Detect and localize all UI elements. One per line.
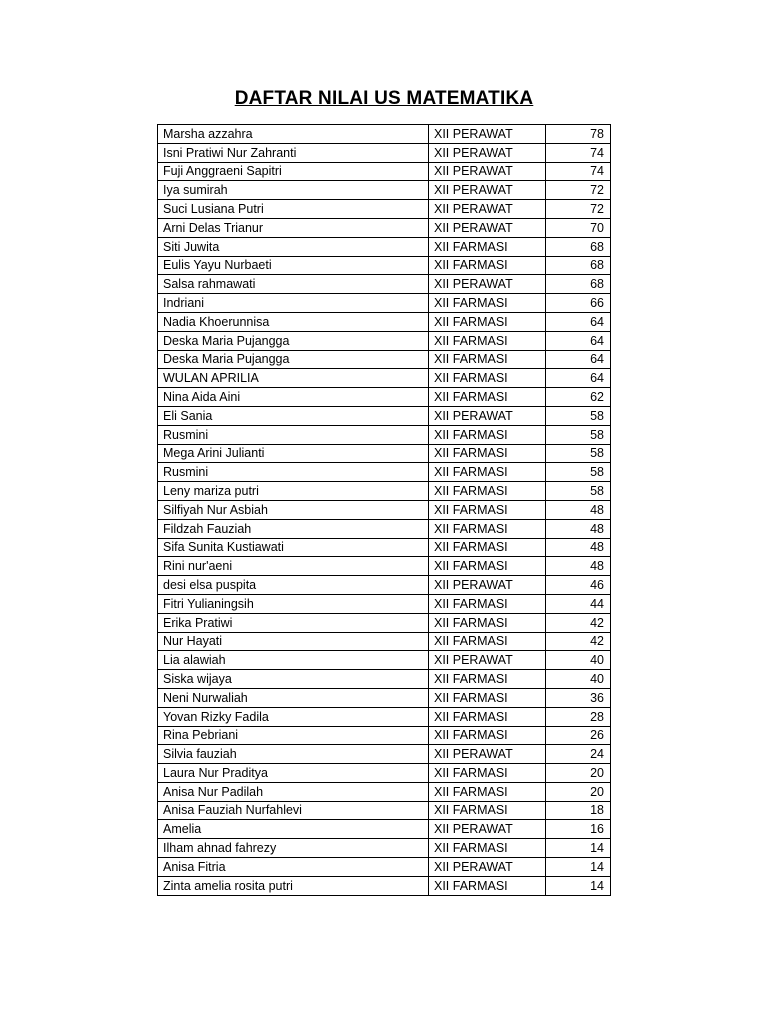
score-cell: 18 <box>546 801 611 820</box>
table-row <box>158 331 611 350</box>
class-cell: XII FARMASI <box>429 463 546 482</box>
class-cell: XII FARMASI <box>429 331 546 350</box>
score-cell: 74 <box>546 143 611 162</box>
table-row <box>158 632 611 651</box>
score-cell: 58 <box>546 463 611 482</box>
score-cell: 46 <box>546 576 611 595</box>
table-row <box>158 463 611 482</box>
student-name-cell: Erika Pratiwi <box>158 613 429 632</box>
table-row <box>158 406 611 425</box>
class-cell: XII PERAWAT <box>429 745 546 764</box>
student-name-cell: Siti Juwita <box>158 237 429 256</box>
table-row <box>158 125 611 144</box>
table-row <box>158 613 611 632</box>
table-row <box>158 820 611 839</box>
table-row <box>158 688 611 707</box>
score-cell: 72 <box>546 200 611 219</box>
class-cell: XII FARMASI <box>429 294 546 313</box>
score-cell: 66 <box>546 294 611 313</box>
class-cell: XII FARMASI <box>429 613 546 632</box>
table-row <box>158 764 611 783</box>
class-cell: XII FARMASI <box>429 369 546 388</box>
student-name-cell: Anisa Fauziah Nurfahlevi <box>158 801 429 820</box>
student-name-cell: Zinta amelia rosita putri <box>158 876 429 895</box>
student-name-cell: Rina Pebriani <box>158 726 429 745</box>
table-row <box>158 839 611 858</box>
student-name-cell: Arni Delas Trianur <box>158 218 429 237</box>
class-cell: XII PERAWAT <box>429 200 546 219</box>
student-name-cell: Neni Nurwaliah <box>158 688 429 707</box>
class-cell: XII FARMASI <box>429 839 546 858</box>
class-cell: XII FARMASI <box>429 444 546 463</box>
student-name-cell: Marsha azzahra <box>158 125 429 144</box>
student-name-cell: Rusmini <box>158 425 429 444</box>
table-row <box>158 444 611 463</box>
score-cell: 48 <box>546 538 611 557</box>
score-cell: 68 <box>546 256 611 275</box>
student-name-cell: Rini nur'aeni <box>158 557 429 576</box>
student-name-cell: Fildzah Fauziah <box>158 519 429 538</box>
table-row <box>158 218 611 237</box>
score-cell: 68 <box>546 275 611 294</box>
table-row <box>158 707 611 726</box>
class-cell: XII FARMASI <box>429 726 546 745</box>
student-name-cell: Nur Hayati <box>158 632 429 651</box>
score-cell: 64 <box>546 350 611 369</box>
student-name-cell: Silvia fauziah <box>158 745 429 764</box>
class-cell: XII FARMASI <box>429 670 546 689</box>
table-row <box>158 294 611 313</box>
student-name-cell: Lia alawiah <box>158 651 429 670</box>
score-cell: 40 <box>546 651 611 670</box>
table-row <box>158 557 611 576</box>
class-cell: XII FARMASI <box>429 350 546 369</box>
class-cell: XII FARMASI <box>429 557 546 576</box>
student-name-cell: Isni Pratiwi Nur Zahranti <box>158 143 429 162</box>
student-name-cell: Nina Aida Aini <box>158 388 429 407</box>
student-name-cell: Laura Nur Praditya <box>158 764 429 783</box>
student-name-cell: Leny mariza putri <box>158 482 429 501</box>
class-cell: XII FARMASI <box>429 425 546 444</box>
table-row <box>158 256 611 275</box>
score-cell: 58 <box>546 406 611 425</box>
table-row <box>158 143 611 162</box>
student-name-cell: Suci Lusiana Putri <box>158 200 429 219</box>
table-row <box>158 594 611 613</box>
score-cell: 48 <box>546 519 611 538</box>
table-row <box>158 200 611 219</box>
score-cell: 14 <box>546 858 611 877</box>
score-cell: 42 <box>546 632 611 651</box>
class-cell: XII FARMASI <box>429 519 546 538</box>
class-cell: XII FARMASI <box>429 764 546 783</box>
score-cell: 72 <box>546 181 611 200</box>
class-cell: XII PERAWAT <box>429 125 546 144</box>
score-cell: 20 <box>546 764 611 783</box>
table-row <box>158 275 611 294</box>
score-cell: 44 <box>546 594 611 613</box>
class-cell: XII FARMASI <box>429 632 546 651</box>
class-cell: XII FARMASI <box>429 538 546 557</box>
table-row <box>158 670 611 689</box>
score-cell: 16 <box>546 820 611 839</box>
table-row <box>158 237 611 256</box>
student-name-cell: Nadia Khoerunnisa <box>158 312 429 331</box>
class-cell: XII FARMASI <box>429 876 546 895</box>
score-cell: 26 <box>546 726 611 745</box>
table-row <box>158 482 611 501</box>
table-row <box>158 745 611 764</box>
score-cell: 36 <box>546 688 611 707</box>
score-cell: 48 <box>546 500 611 519</box>
class-cell: XII FARMASI <box>429 688 546 707</box>
score-cell: 58 <box>546 482 611 501</box>
student-name-cell: Rusmini <box>158 463 429 482</box>
table-row <box>158 500 611 519</box>
table-row <box>158 801 611 820</box>
score-cell: 78 <box>546 125 611 144</box>
class-cell: XII PERAWAT <box>429 218 546 237</box>
class-cell: XII PERAWAT <box>429 820 546 839</box>
table-row <box>158 181 611 200</box>
table-row <box>158 388 611 407</box>
class-cell: XII PERAWAT <box>429 275 546 294</box>
score-cell: 20 <box>546 782 611 801</box>
class-cell: XII FARMASI <box>429 256 546 275</box>
student-name-cell: Anisa Fitria <box>158 858 429 877</box>
table-row <box>158 782 611 801</box>
score-cell: 14 <box>546 839 611 858</box>
class-cell: XII PERAWAT <box>429 162 546 181</box>
score-cell: 62 <box>546 388 611 407</box>
score-cell: 40 <box>546 670 611 689</box>
score-cell: 64 <box>546 312 611 331</box>
score-cell: 24 <box>546 745 611 764</box>
table-row <box>158 538 611 557</box>
student-name-cell: Deska Maria Pujangga <box>158 350 429 369</box>
table-row <box>158 876 611 895</box>
score-cell: 64 <box>546 331 611 350</box>
student-name-cell: Salsa rahmawati <box>158 275 429 294</box>
score-cell: 68 <box>546 237 611 256</box>
table-row <box>158 519 611 538</box>
student-name-cell: Fuji Anggraeni Sapitri <box>158 162 429 181</box>
table-row <box>158 425 611 444</box>
class-cell: XII FARMASI <box>429 594 546 613</box>
table-row <box>158 726 611 745</box>
class-cell: XII PERAWAT <box>429 406 546 425</box>
student-name-cell: WULAN APRILIA <box>158 369 429 388</box>
student-name-cell: Amelia <box>158 820 429 839</box>
student-name-cell: Sifa Sunita Kustiawati <box>158 538 429 557</box>
score-cell: 58 <box>546 425 611 444</box>
table-row <box>158 651 611 670</box>
class-cell: XII FARMASI <box>429 237 546 256</box>
class-cell: XII FARMASI <box>429 801 546 820</box>
student-name-cell: Fitri Yulianingsih <box>158 594 429 613</box>
class-cell: XII PERAWAT <box>429 576 546 595</box>
table-row <box>158 858 611 877</box>
class-cell: XII PERAWAT <box>429 858 546 877</box>
score-cell: 42 <box>546 613 611 632</box>
grades-table <box>157 124 611 896</box>
score-cell: 58 <box>546 444 611 463</box>
score-cell: 14 <box>546 876 611 895</box>
class-cell: XII FARMASI <box>429 707 546 726</box>
score-cell: 64 <box>546 369 611 388</box>
student-name-cell: Iya sumirah <box>158 181 429 200</box>
class-cell: XII FARMASI <box>429 482 546 501</box>
table-row <box>158 350 611 369</box>
class-cell: XII FARMASI <box>429 388 546 407</box>
table-row <box>158 162 611 181</box>
student-name-cell: Eli Sania <box>158 406 429 425</box>
score-cell: 70 <box>546 218 611 237</box>
class-cell: XII PERAWAT <box>429 143 546 162</box>
student-name-cell: Anisa Nur Padilah <box>158 782 429 801</box>
class-cell: XII PERAWAT <box>429 651 546 670</box>
page-title: DAFTAR NILAI US MATEMATIKA <box>234 88 534 109</box>
class-cell: XII FARMASI <box>429 782 546 801</box>
score-cell: 48 <box>546 557 611 576</box>
table-row <box>158 576 611 595</box>
class-cell: XII FARMASI <box>429 500 546 519</box>
student-name-cell: desi elsa puspita <box>158 576 429 595</box>
student-name-cell: Silfiyah Nur Asbiah <box>158 500 429 519</box>
grades-table-body <box>158 125 611 896</box>
class-cell: XII FARMASI <box>429 312 546 331</box>
student-name-cell: Ilham ahnad fahrezy <box>158 839 429 858</box>
table-row <box>158 369 611 388</box>
class-cell: XII PERAWAT <box>429 181 546 200</box>
student-name-cell: Mega Arini Julianti <box>158 444 429 463</box>
student-name-cell: Eulis Yayu Nurbaeti <box>158 256 429 275</box>
student-name-cell: Deska Maria Pujangga <box>158 331 429 350</box>
student-name-cell: Yovan Rizky Fadila <box>158 707 429 726</box>
student-name-cell: Siska wijaya <box>158 670 429 689</box>
table-row <box>158 312 611 331</box>
score-cell: 74 <box>546 162 611 181</box>
student-name-cell: Indriani <box>158 294 429 313</box>
score-cell: 28 <box>546 707 611 726</box>
